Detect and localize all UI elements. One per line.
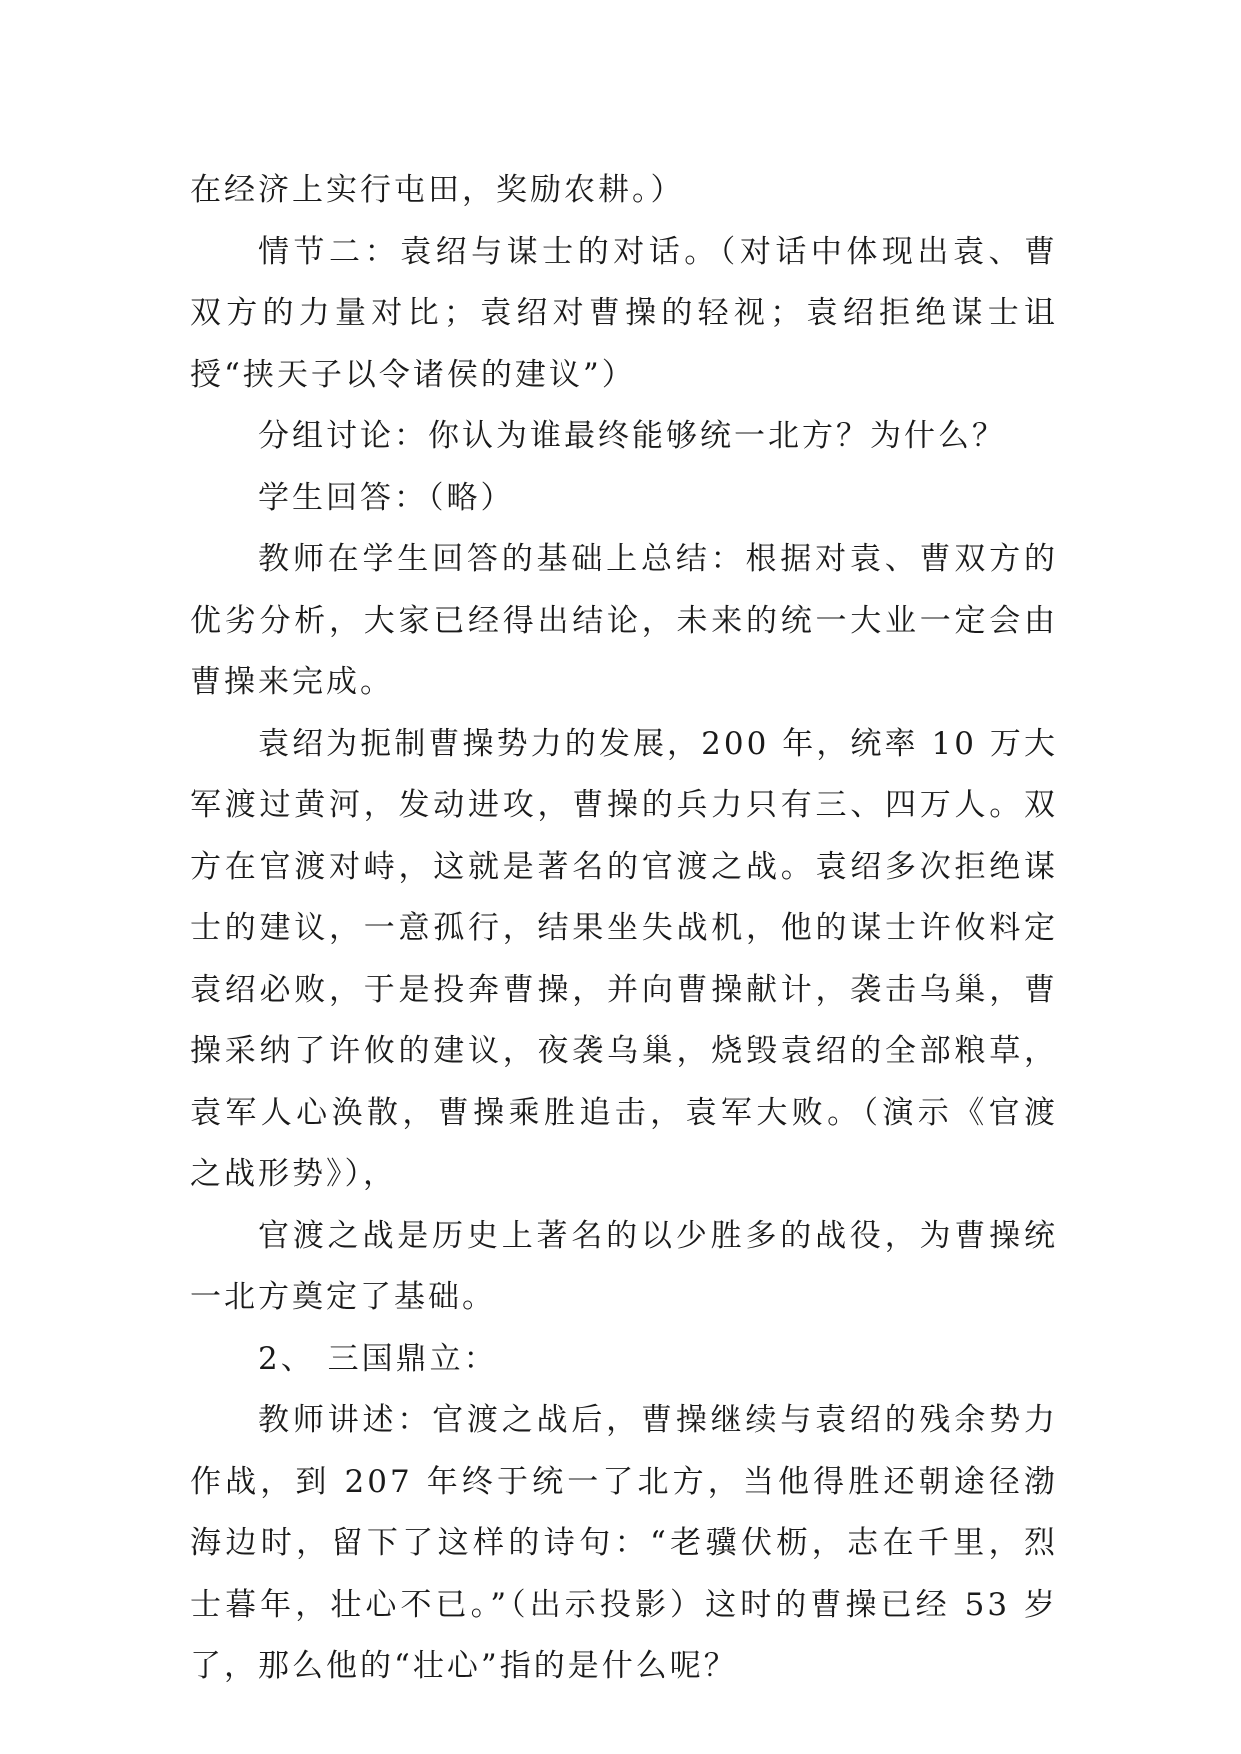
paragraph-economy-continuation: 在经济上实行屯田，奖励农耕。） [190, 172, 685, 208]
document-body [190, 160, 1058, 1698]
paragraph-plot-two: 情节二：袁绍与谋士的对话。（对话中体现出袁、曹双方的力量对比；袁绍对曹操的轻视；袁绍拒绝谋士诅授“挟天子以令诸侯的建议”） [190, 233, 1058, 393]
section-heading-three-kingdoms: 2、 三国鼎立： [258, 1340, 498, 1377]
paragraph-guandu-battle: 袁绍为扼制曹操势力的发展，200 年，统率 10 万大军渡过黄河，发动进攻，曹操的兵力只有三、四万人。双方在官渡对峙，这就是著名的官渡之战。袁绍多次拒绝谋士的建议，一意孤行，结果坐失战机，他的谋士许攸料定袁绍必败，于是投奔曹操，并向曹操献计，袭击乌巢，曹操采纳了许攸的建议，夜袭乌巢，烧毁袁绍的全部粮草，袁军人心涣散，曹操乘胜追击，袁军大败。（演示《官渡之战形势》）， [190, 725, 1058, 1192]
paragraph-teacher-summary: 教师在学生回答的基础上总结：根据对袁、曹双方的优劣分析，大家已经得出结论，未来的统一大业一定会由曹操来完成。 [190, 541, 1058, 700]
paragraph-teacher-narration: 教师讲述：官渡之战后，曹操继续与袁绍的残余势力作战，到 207 年终于统一了北方，当他得胜还朝途径渤海边时，留下了这样的诗句：“老骥伏枥，志在千里，烈士暮年，壮心不已。”（出示投影）这时的曹操已经 53 岁了，那么他的“壮心”指的是什么呢？ [190, 1402, 1058, 1684]
paragraph-group-discussion: 分组讨论：你认为谁最终能够统一北方？为什么？ [258, 418, 1006, 454]
paragraph-guandu-significance: 官渡之战是历史上著名的以少胜多的战役，为曹操统一北方奠定了基础。 [190, 1217, 1058, 1315]
paragraph-student-answer: 学生回答：（略） [258, 479, 515, 516]
